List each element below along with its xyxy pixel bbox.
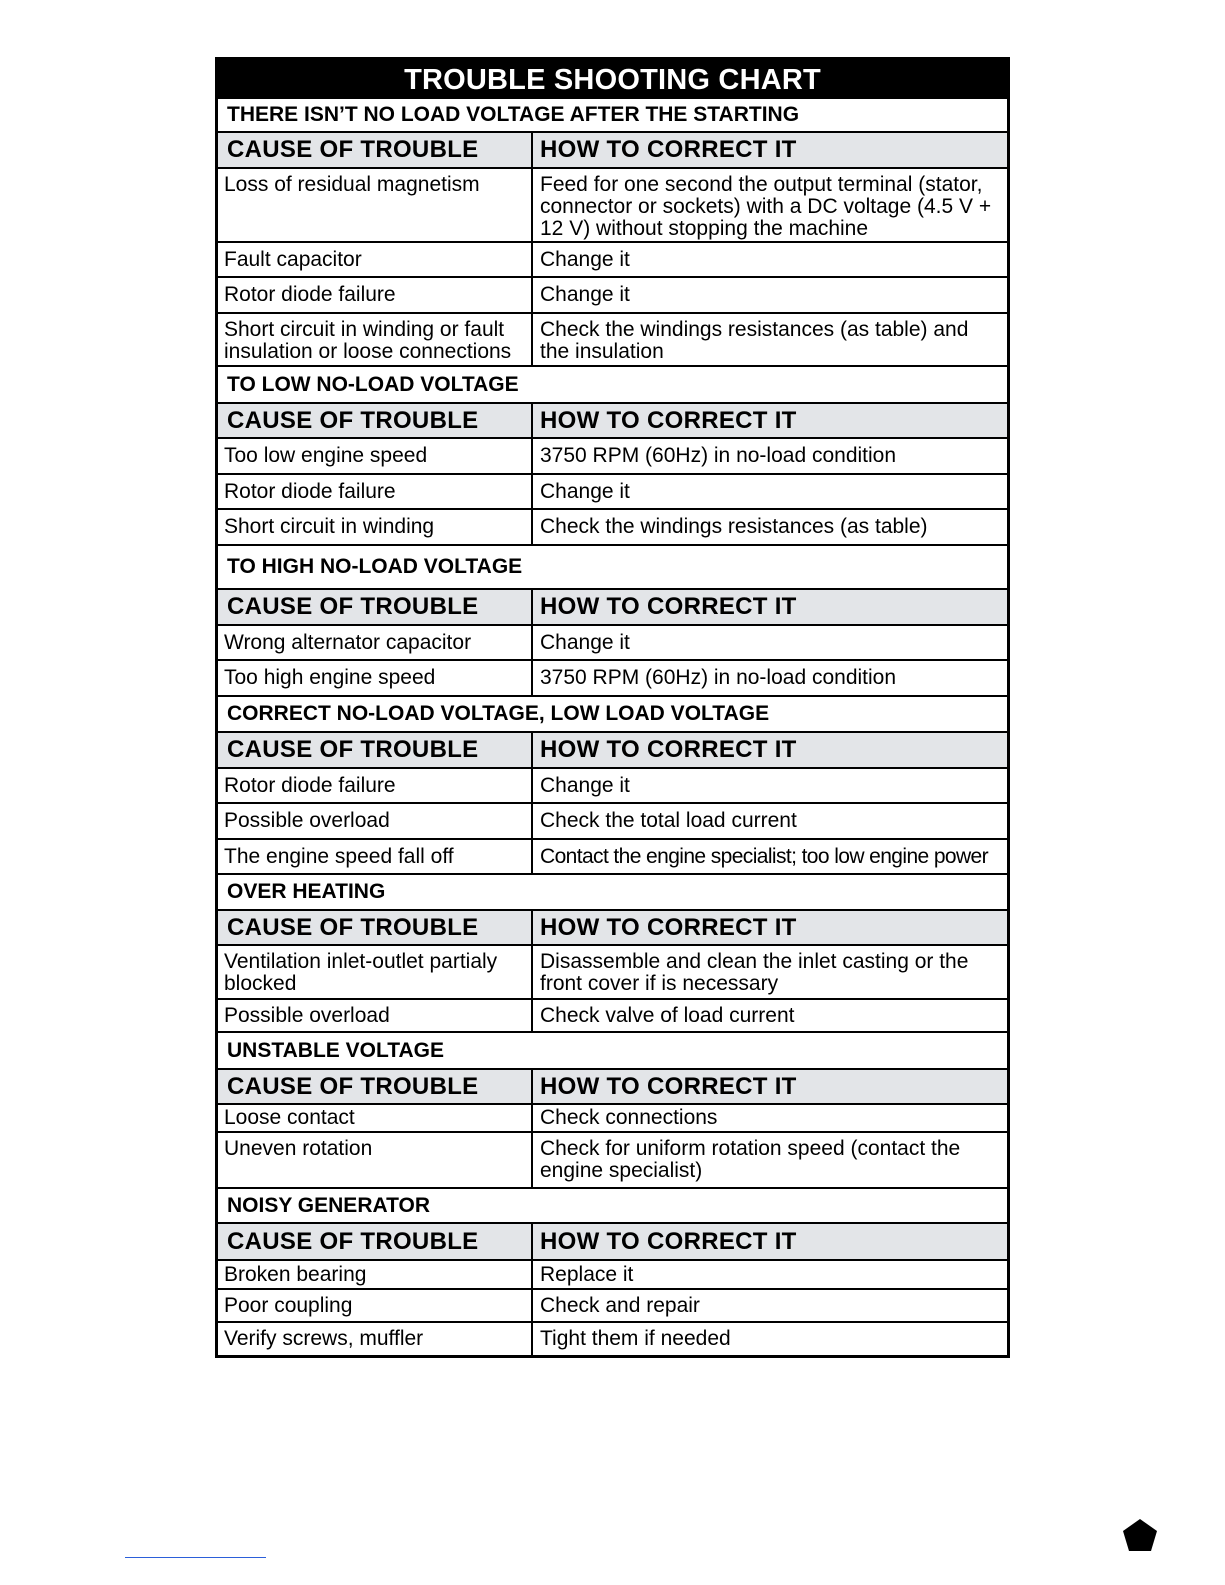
cause-cell: Poor coupling	[218, 1290, 533, 1321]
cause-cell: Rotor diode failure	[218, 475, 533, 508]
fix-cell: Check the total load current	[540, 809, 797, 832]
table-row	[218, 167, 1007, 241]
fix-cell: Change it	[540, 283, 630, 306]
correct-header: HOW TO CORRECT IT	[540, 1227, 797, 1255]
cause-cell: Rotor diode failure	[218, 769, 533, 802]
table-row	[218, 312, 1007, 365]
table-row	[218, 1131, 1007, 1187]
cause-cell: Possible overload	[218, 804, 533, 838]
cause-header: CAUSE OF TROUBLE	[218, 404, 533, 437]
table-header-row	[218, 588, 1007, 624]
table-header-row	[218, 131, 1007, 167]
fix-cell: Tight them if needed	[540, 1327, 731, 1350]
fix-cell: Check connections	[540, 1106, 718, 1129]
table-row	[218, 1288, 1007, 1321]
correct-header: HOW TO CORRECT IT	[540, 593, 797, 620]
table-row	[218, 802, 1007, 838]
table-header-row	[218, 1068, 1007, 1103]
cause-cell: Verify screws, muffler	[218, 1323, 533, 1355]
fix-cell: Check for uniform rotation speed (contact the engine specialist)	[540, 1137, 961, 1182]
fix-cell: Check and repair	[540, 1293, 700, 1317]
fix-cell: Change it	[540, 630, 630, 654]
cause-header: CAUSE OF TROUBLE	[218, 1070, 533, 1103]
cause-cell: Possible overload	[218, 1000, 533, 1031]
correct-header: HOW TO CORRECT IT	[540, 406, 797, 434]
cause-cell: Wrong alternator capacitor	[218, 626, 533, 659]
table-row	[218, 473, 1007, 508]
fix-cell: Disassemble and clean the inlet casting or the front cover if is necessary	[540, 950, 969, 995]
fix-cell: Feed for one second the output terminal (stator, connector or sockets) with a DC voltage (4.5 V + 12 V) without stopping the machine	[540, 173, 992, 240]
table-row	[218, 437, 1007, 473]
section-title: OVER HEATING	[218, 873, 1007, 909]
table-header-row	[218, 731, 1007, 767]
fix-cell: Change it	[540, 773, 630, 797]
correct-header: HOW TO CORRECT IT	[540, 736, 797, 763]
table-header-row	[218, 1222, 1007, 1259]
cause-cell: Short circuit in winding	[218, 510, 533, 544]
fix-cell: Change it	[540, 247, 630, 271]
cause-cell: Loss of residual magnetism	[218, 169, 533, 241]
cause-header: CAUSE OF TROUBLE	[218, 1224, 533, 1259]
cause-header: CAUSE OF TROUBLE	[218, 733, 533, 767]
table-row	[218, 1321, 1007, 1355]
table-row	[218, 1259, 1007, 1288]
section-title: CORRECT NO-LOAD VOLTAGE, LOW LOAD VOLTAGE	[218, 695, 1007, 731]
cause-header: CAUSE OF TROUBLE	[218, 133, 533, 167]
fix-cell: Check the windings resistances (as table) and the insulation	[540, 318, 969, 363]
table-header-row	[218, 909, 1007, 944]
table-row	[218, 659, 1007, 695]
footer-divider	[125, 1557, 266, 1558]
cause-header: CAUSE OF TROUBLE	[218, 911, 533, 944]
table-header-row	[218, 402, 1007, 437]
table-row	[218, 508, 1007, 544]
fix-cell: Check the windings resistances (as table)	[540, 515, 928, 538]
fix-cell: Replace it	[540, 1262, 634, 1286]
fix-cell: Check valve of load current	[540, 1003, 795, 1027]
section-title: THERE ISN’T NO LOAD VOLTAGE AFTER THE STARTING	[218, 97, 1007, 131]
cause-cell: Rotor diode failure	[218, 278, 533, 312]
correct-header: HOW TO CORRECT IT	[540, 136, 797, 163]
cause-cell: Broken bearing	[218, 1261, 533, 1288]
pentagon-icon	[1122, 1518, 1158, 1557]
chart-title: TROUBLE SHOOTING CHART	[218, 60, 1007, 97]
cause-cell: Too high engine speed	[218, 661, 533, 695]
correct-header: HOW TO CORRECT IT	[540, 1072, 797, 1100]
cause-header: CAUSE OF TROUBLE	[218, 590, 533, 624]
cause-cell: Ventilation inlet-outlet partialy blocked	[218, 946, 533, 998]
table-row	[218, 998, 1007, 1031]
section-title: UNSTABLE VOLTAGE	[218, 1031, 1007, 1068]
section-title: TO HIGH NO-LOAD VOLTAGE	[218, 544, 1007, 588]
table-row	[218, 241, 1007, 276]
section-title: NOISY GENERATOR	[218, 1187, 1007, 1222]
cause-cell: Short circuit in winding or fault insulation or loose connections	[218, 314, 533, 365]
cause-cell: The engine speed fall off	[218, 840, 533, 873]
table-row	[218, 767, 1007, 802]
table-row	[218, 944, 1007, 998]
section-title: TO LOW NO-LOAD VOLTAGE	[218, 365, 1007, 402]
cause-cell: Fault capacitor	[218, 243, 533, 276]
correct-header: HOW TO CORRECT IT	[540, 913, 797, 941]
fix-cell: 3750 RPM (60Hz) in no-load condition	[540, 444, 897, 467]
table-row	[218, 1103, 1007, 1131]
cause-cell: Too low engine speed	[218, 439, 533, 473]
cause-cell: Loose contact	[218, 1105, 533, 1131]
table-row	[218, 276, 1007, 312]
fix-cell: Change it	[540, 479, 630, 503]
trouble-shooting-chart	[215, 57, 1010, 1358]
fix-cell: Contact the engine specialist; too low engine power	[540, 844, 989, 868]
table-row	[218, 838, 1007, 873]
table-row	[218, 624, 1007, 659]
cause-cell: Uneven rotation	[218, 1133, 533, 1187]
fix-cell: 3750 RPM (60Hz) in no-load condition	[540, 666, 897, 689]
